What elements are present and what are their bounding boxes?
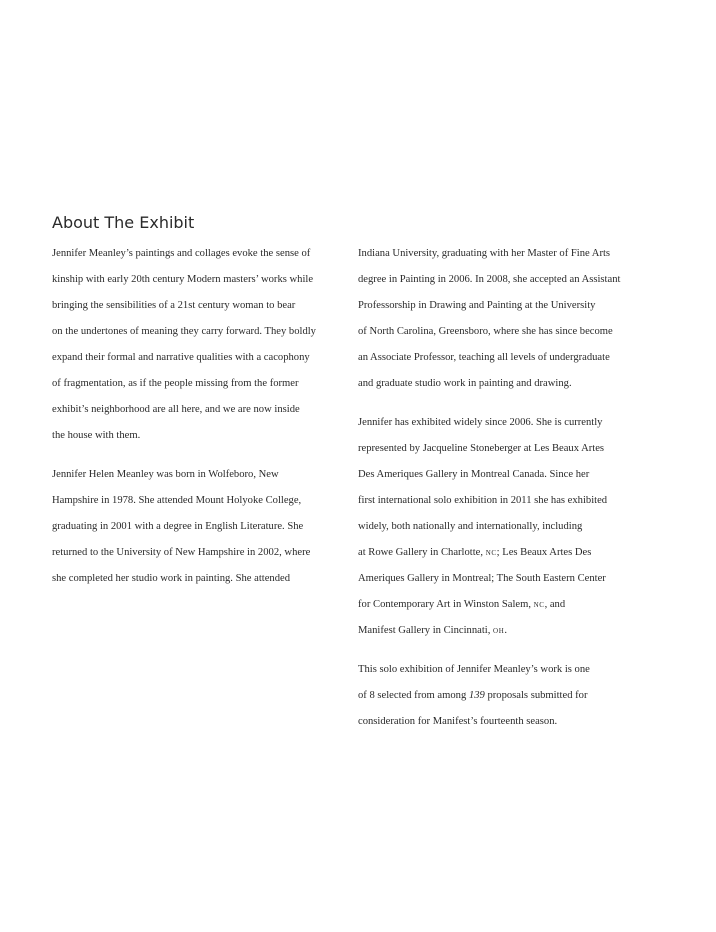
text-segment: of 8 selected from among — [358, 690, 469, 701]
text-line: and graduate studio work in painting and drawing. — [358, 378, 572, 389]
text-line: first international solo exhibition in 2011 she has exhibited — [358, 495, 608, 506]
text-line: the house with them. — [52, 430, 141, 441]
state-abbreviation: oh — [493, 626, 505, 636]
paragraph-intro — [52, 241, 344, 449]
text-line: This solo exhibition of Jennifer Meanley’s work is one — [358, 664, 590, 675]
text-line: exhibit’s neighborhood are all here, and we are now inside — [52, 404, 300, 415]
text-segment: for Contemporary Art in Winston Salem, — [358, 599, 534, 610]
text-line: Professorship in Drawing and Painting at the University — [358, 300, 596, 311]
text-segment: . — [504, 625, 508, 636]
right-column — [358, 241, 658, 748]
paragraph-exhibitions — [358, 410, 658, 644]
text-line: Hampshire in 1978. She attended Mount Holyoke College, — [52, 495, 302, 506]
text-line: Indiana University, graduating with her Master of Fine Arts — [358, 248, 611, 259]
text-line: Jennifer Meanley’s paintings and collages evoke the sense of — [52, 248, 311, 259]
text-line: graduating in 2001 with a degree in English Literature. She — [52, 521, 304, 532]
state-abbreviation: nc — [485, 548, 497, 558]
text-line: she completed her studio work in painting. She attended — [52, 573, 291, 584]
text-line: bringing the sensibilities of a 21st century woman to bear — [52, 300, 296, 311]
text-line — [358, 618, 658, 644]
text-line: Jennifer Helen Meanley was born in Wolfeboro, New — [52, 469, 279, 480]
text-line: of fragmentation, as if the people missing from the former — [52, 378, 299, 389]
text-line: returned to the University of New Hampshire in 2002, where — [52, 547, 311, 558]
text-line: consideration for Manifest’s fourteenth season. — [358, 716, 558, 727]
text-line: Ameriques Gallery in Montreal; The South Eastern Center — [358, 573, 606, 584]
text-line: degree in Painting in 2006. In 2008, she accepted an Assistant — [358, 274, 621, 285]
text-line: Des Ameriques Gallery in Montreal Canada. Since her — [358, 469, 590, 480]
proposal-count: 139 — [468, 690, 485, 701]
text-line: kinship with early 20th century Modern masters’ works while — [52, 274, 314, 285]
state-abbreviation: nc — [533, 600, 545, 610]
text-line: Jennifer has exhibited widely since 2006. She is currently — [358, 417, 603, 428]
paragraph-education — [358, 241, 658, 397]
text-line: represented by Jacqueline Stoneberger at Les Beaux Artes — [358, 443, 605, 454]
text-segment: proposals submitted for — [484, 690, 588, 701]
text-line: expand their formal and narrative qualities with a cacophony — [52, 352, 310, 363]
text-line: widely, both nationally and internationally, including — [358, 521, 583, 532]
text-segment: Manifest Gallery in Cincinnati, — [358, 625, 494, 636]
text-line: on the undertones of meaning they carry forward. They boldly — [52, 326, 316, 337]
paragraph-selection — [358, 657, 658, 735]
section-heading: About The Exhibit — [52, 213, 195, 232]
paragraph-biography — [52, 462, 344, 592]
text-segment: , and — [544, 599, 566, 610]
text-line — [358, 683, 658, 709]
text-line — [358, 540, 658, 566]
left-column — [52, 241, 344, 605]
text-line — [358, 592, 658, 618]
text-line: an Associate Professor, teaching all levels of undergraduate — [358, 352, 610, 363]
text-line: of North Carolina, Greensboro, where she has since become — [358, 326, 613, 337]
text-segment: ; Les Beaux Artes Des — [496, 547, 592, 558]
text-segment: at Rowe Gallery in Charlotte, — [358, 547, 486, 558]
